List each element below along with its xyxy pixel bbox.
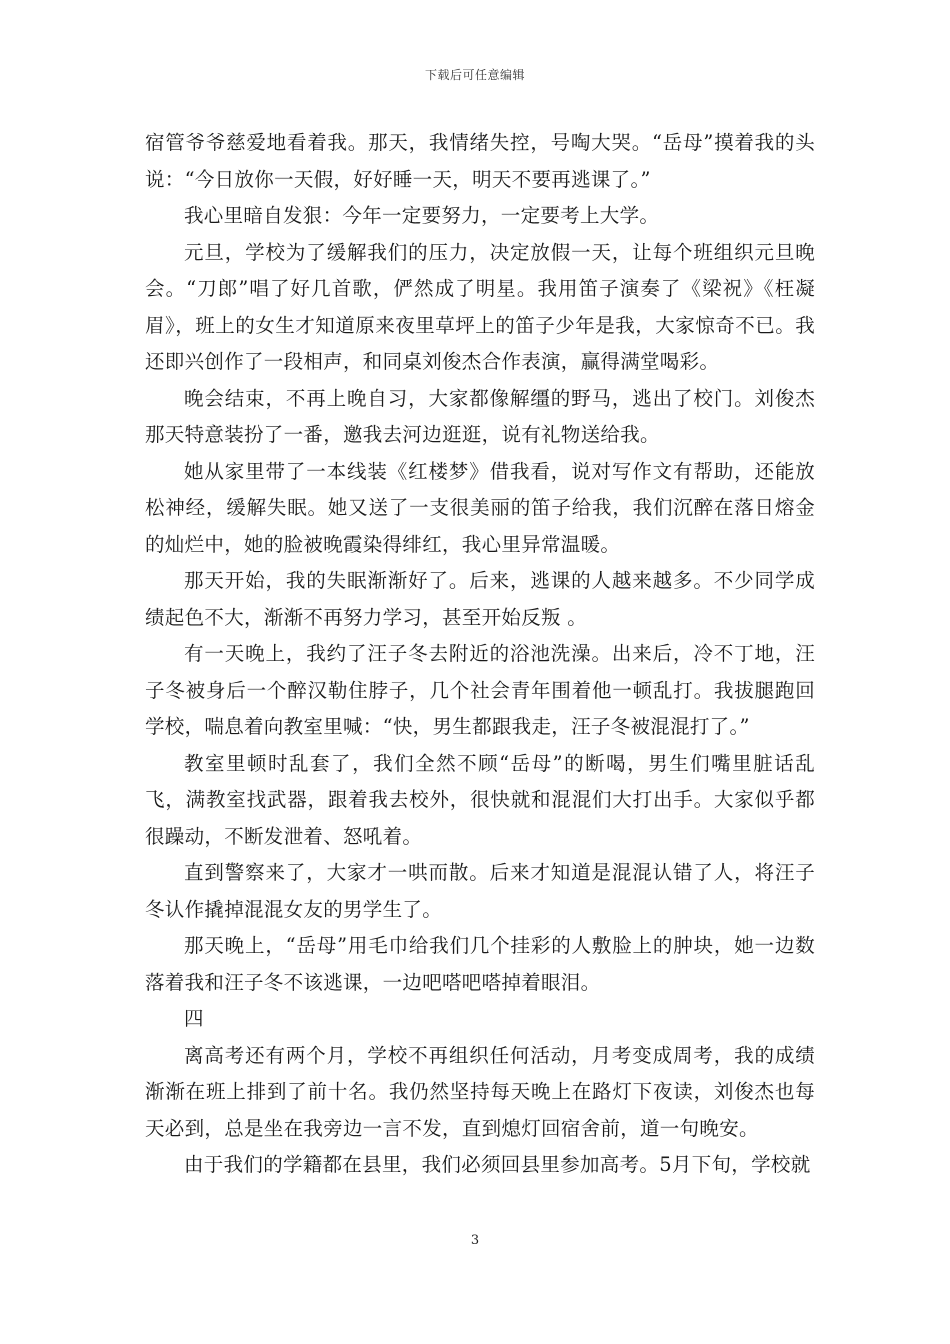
section-heading: 四	[184, 1007, 204, 1030]
paragraph: 晚会结束，不再上晚自习，大家都像解缰的野马，逃出了校门。刘俊杰那天特意装扮了一番，邀我去河边逛逛，说有礼物送给我。	[145, 386, 815, 446]
page-number: 3	[470, 1233, 480, 1248]
paragraph: 由于我们的学籍都在县里，我们必须回县里参加高考。5月下旬，学校就	[184, 1153, 811, 1176]
paragraph: 我心里暗自发狠：今年一定要努力，一定要考上大学。	[184, 204, 660, 227]
paragraph: 那天开始，我的失眠渐渐好了。后来，逃课的人越来越多。不少同学成绩起色不大，渐渐不再努力学习，甚至开始反叛 。	[145, 569, 815, 629]
paragraph: 离高考还有两个月，学校不再组织任何活动，月考变成周考，我的成绩渐渐在班上排到了前十名。我仍然坚持每天晚上在路灯下夜读，刘俊杰也每天必到，总是坐在我旁边一言不发，直到熄灯回宿舍前，道一句晚安。	[145, 1043, 815, 1140]
paragraph: 有一天晚上，我约了汪子冬去附近的浴池洗澡。出来后，冷不丁地，汪子冬被身后一个醉汉勒住脖子，几个社会青年围着他一顿乱打。我拔腿跑回学校，喘息着向教室里喊：“快，男生都跟我走，汪子冬被混混打了。”	[145, 642, 815, 738]
paragraph: 直到警察来了，大家才一哄而散。后来才知道是混混认错了人，将汪子冬认作撬掉混混女友的男学生了。	[145, 861, 815, 921]
paragraph: 宿管爷爷慈爱地看着我。那天，我情绪失控，号啕大哭。“岳母”摸着我的头说：“今日放你一天假，好好睡一天，明天不要再逃课了。”	[145, 131, 815, 191]
paragraph: 教室里顿时乱套了，我们全然不顾“岳母”的断喝，男生们嘴里脏话乱飞，满教室找武器，跟着我去校外，很快就和混混们大打出手。大家似乎都很躁动，不断发泄着、怒吼着。	[145, 751, 815, 848]
document-body	[145, 125, 815, 1184]
page-header: 下载后可任意编辑	[424, 68, 525, 82]
paragraph: 那天晚上，“岳母”用毛巾给我们几个挂彩的人敷脸上的肿块，她一边数落着我和汪子冬不该逃课，一边吧嗒吧嗒掉着眼泪。	[145, 934, 815, 994]
paragraph: 元旦，学校为了缓解我们的压力，决定放假一天，让每个班组织元旦晚会。“刀郎”唱了好几首歌，俨然成了明星。我用笛子演奏了《梁祝》《枉凝眉》，班上的女生才知道原来夜里草坪上的笛子少年是我，大家惊奇不已。我还即兴创作了一段相声，和同桌刘俊杰合作表演，赢得满堂喝彩。	[145, 240, 815, 373]
paragraph: 她从家里带了一本线装《红楼梦》借我看，说对写作文有帮助，还能放松神经，缓解失眠。她又送了一支很美丽的笛子给我，我们沉醉在落日熔金的灿烂中，她的脸被晚霞染得绯红，我心里异常温暖。	[145, 459, 815, 556]
